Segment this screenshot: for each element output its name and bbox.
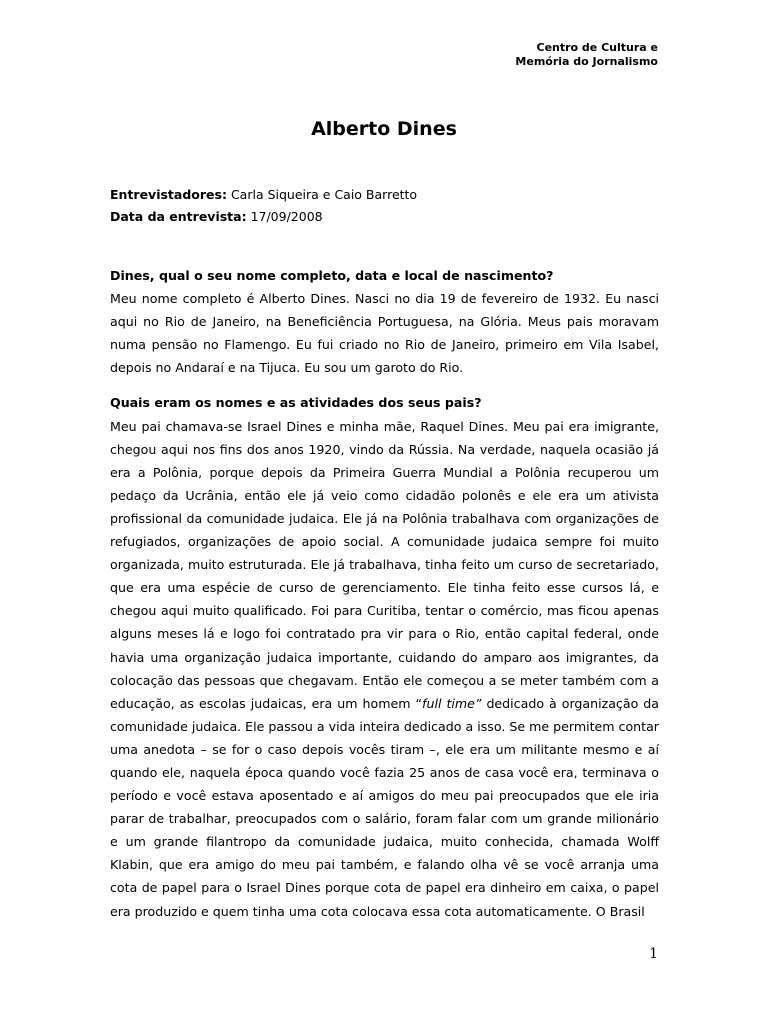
answer-2 <box>110 415 659 923</box>
interview-body <box>110 264 659 923</box>
interviewers-label: Entrevistadores: <box>110 187 227 202</box>
answer-2-part-1: Meu pai chamava-se Israel Dines e minha mãe, Raquel Dines. Meu pai era imigrante, chegou aqui nos fins dos anos 1920, vindo da Rússia. Na verdade, naquela ocasião já era a Polônia, porque depois da Primeira Guerra Mundial a Polônia recuperou um pedaço da Ucrânia, então ele já veio como cidadão polonês e ele era um ativista profissional da comunidade judaica. Ele já na Polônia trabalhava com organizações de refugiados, organizações de apoio social. A comunidade judaica sempre foi muito organizada, muito estruturada. Ele já trabalhava, tinha feito um curso de secretariado, que era uma espécie de curso de gerenciamento. Ele tinha feito esse cursos lá, e chegou aqui muito qualificado. Foi para Curitiba, tentar o comércio, mas ficou apenas alguns meses lá e logo foi contratado pra vir para o Rio, então capital federal, onde havia uma organização judaica importante, cuidando do amparo aos imigrantes, da colocação das pessoas que chegavam. Então ele começou a se meter também com a educação, as escolas judaicas, era um homem “ <box>110 418 659 711</box>
answer-1: Meu nome completo é Alberto Dines. Nasci no dia 19 de fevereiro de 1932. Eu nasci aqui no Rio de Janeiro, na Beneficiência Portuguesa, na Glória. Meus pais moravam numa pensão no Flamengo. Eu fui criado no Rio de Janeiro, primeiro em Vila Isabel, depois no Andaraí e na Tijuca. Eu sou um garoto do Rio. <box>110 291 659 376</box>
interview-date-row <box>110 206 417 228</box>
answer-2-part-2: dedicado à organização da comunidade judaica. Ele passou a vida inteira dedicado a isso. Se me permitem contar uma anedota – se for o caso depois vocês tiram –, ele era um militante mesmo e aí quando ele, naquela época quando você fazia 25 anos de casa você era, terminava o período e você estava aposentado e aí amigos do meu pai preocupados que ele iria parar de trabalhar, preocupados com o salário, foram falar com um grande milionário e um grande filantropo da comunidade judaica, muito conhecida, chamada Wolff Klabin, que era amigo do meu pai também, e falando olha vê se você arranja uma cota de papel para o Israel Dines porque cota de papel era dinheiro em caixa, o papel era produzido e quem tinha uma cota colocava essa cota automaticamente. O Brasil <box>110 695 659 919</box>
interviewers-value: Carla Siqueira e Caio Barretto <box>226 187 418 202</box>
question-2: Quais eram os nomes e as atividades dos seus pais? <box>110 395 482 411</box>
header-org-line-2: Memória do Jornalismo <box>515 55 658 68</box>
page-number: 1 <box>649 946 658 962</box>
interview-date-value: 17/09/2008 <box>246 209 323 224</box>
header-organization <box>515 41 658 69</box>
interview-date-label: Data da entrevista: <box>110 209 247 224</box>
interview-metadata <box>110 184 417 228</box>
page-title: Alberto Dines <box>311 118 457 140</box>
section-spacer <box>110 379 659 391</box>
question-1: Dines, qual o seu nome completo, data e local de nascimento? <box>110 268 554 283</box>
header-org-line-1: Centro de Cultura e <box>536 41 658 54</box>
answer-2-italic-term: full time” <box>422 695 482 711</box>
interviewers-row <box>110 184 417 206</box>
